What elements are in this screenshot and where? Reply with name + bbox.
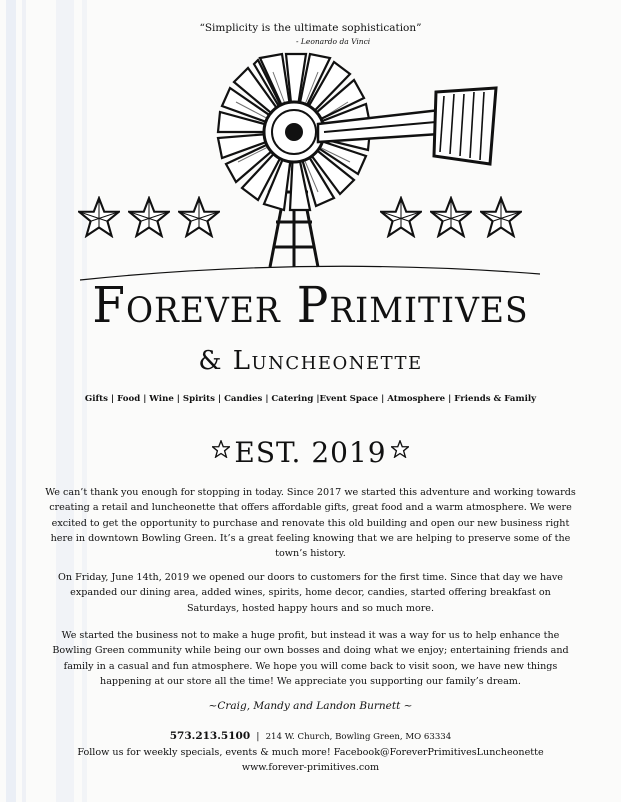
star-icon — [430, 196, 472, 238]
contact-separator: | — [256, 731, 260, 742]
paragraph-opening: On Friday, June 14th, 2019 we opened our doors to customers for the first time. Since that day we have expanded our dining area, added wines, spirits, home decor, candies, started offering breakfast on Saturdays, hosted happy hours and so much more. — [58, 572, 563, 614]
stars-right — [380, 196, 530, 238]
street-address: 214 W. Church, Bowling Green, MO 63334 — [265, 732, 452, 742]
services-list: Gifts | Food | Wine | Spirits | Candies | Catering |Event Space | Atmosphere | Friends & Family — [84, 394, 537, 404]
quote-text: “Simplicity is the ultimate sophistication” — [199, 22, 422, 34]
windmill-icon — [178, 52, 508, 272]
star-icon — [128, 196, 170, 238]
business-subtitle: & Luncheonette — [198, 346, 423, 376]
paragraph-intro: We can’t thank you enough for stopping in today. Since 2017 we started this adventure and working towards creating a retail and luncheonette that offers affordable gifts, great food and a warm atmosphere. We were excited to get the opportunity to purchase and renovate this old building and open our new business right here in downtown Bowling Green. It’s a great feeling knowing that we are helping to preserve some of the town’s history. — [45, 487, 576, 560]
star-icon — [212, 440, 230, 458]
stars-left — [78, 196, 228, 238]
star-icon — [380, 196, 422, 238]
star-icon — [480, 196, 522, 238]
star-icon — [391, 440, 409, 458]
star-icon — [178, 196, 220, 238]
contact-line — [0, 729, 621, 745]
established-line — [0, 436, 621, 469]
established-year: EST. 2019 — [234, 436, 387, 469]
paragraph-mission: We started the business not to make a huge profit, but instead it was a way for us to help enhance the Bowling Green community while being our own bosses and doing what we enjoy; entertaining friends and family in a casual and fun atmosphere. We hope you will come back to visit soon, we have new things happening at our store all the time! We appreciate you supporting our family’s dream. — [52, 630, 569, 687]
website-link[interactable]: www.forever-primitives.com — [241, 762, 380, 773]
contact-block — [0, 729, 621, 775]
quote-author: - Leonardo da Vinci — [296, 37, 371, 46]
business-name: Forever Primitives — [92, 276, 529, 335]
star-icon — [78, 196, 120, 238]
phone-number[interactable]: 573.213.5100 — [169, 730, 251, 742]
social-line: Follow us for weekly specials, events & much more! Facebook@ForeverPrimitivesLuncheonette — [77, 747, 544, 758]
signature: ~Craig, Mandy and Landon Burnett ~ — [208, 700, 413, 712]
